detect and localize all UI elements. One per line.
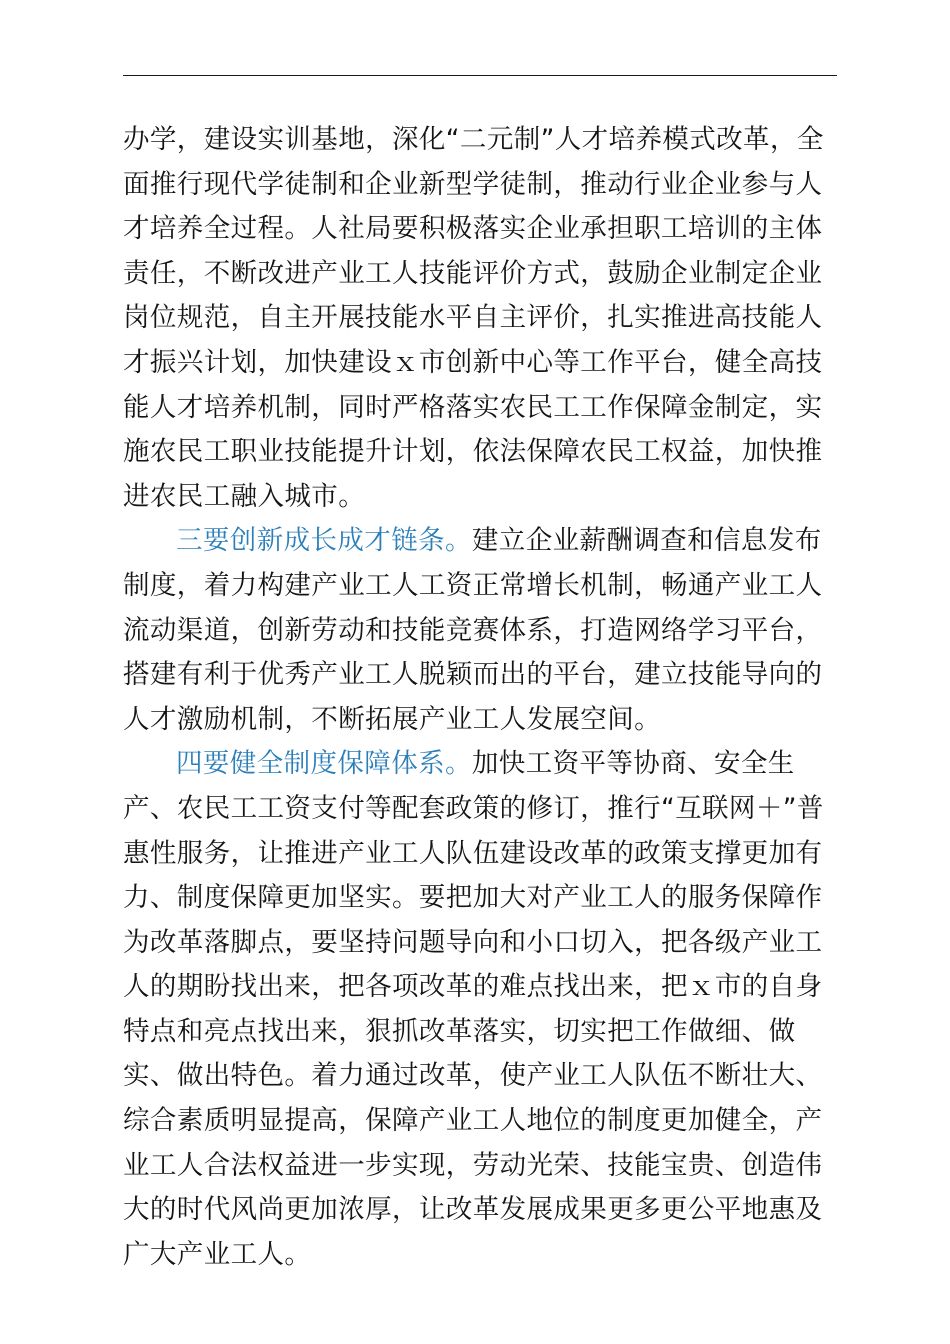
section-heading-four: 四要健全制度保障体系。 [176, 748, 472, 780]
paragraph-text: 加快工资平等协商、安全生产、农民工工资支付等配套政策的修订，推行“互联网＋”普惠性服务，让推进产业工人队伍建设改革的政策支撑更加有力、制度保障更加坚实。要把加大对产业工人的服务保障作为改革落脚点，要坚持问题导向和小口切入，把各级产业工人的期盼找出来，把各项改革的难点找出来，把ｘ市的自身特点和亮点找出来，狠抓改革落实，切实把工作做细、做实、做出特色。着力通过改革，使产业工人队伍不断壮大、综合素质明显提高，保障产业工人地位的制度更加健全，产业工人合法权益进一步实现，劳动光荣、技能宝贵、创造伟大的时代风尚更加浓厚，让改革发展成果更多更公平地惠及广大产业工人。 [123, 748, 824, 1270]
paragraph-text: 建立企业薪酬调查和信息发布制度，着力构建产业工人工资正常增长机制，畅通产业工人流动渠道，创新劳动和技能竞赛体系，打造网络学习平台，搭建有利于优秀产业工人脱颖而出的平台，建立技能导向的人才激励机制，不断拓展产业工人发展空间。 [123, 525, 823, 735]
section-heading-three: 三要创新成长成才链条。 [176, 525, 472, 557]
paragraph-section-three [123, 519, 837, 742]
paragraph-text: 办学，建设实训基地，深化“二元制”人才培养模式改革，全面推行现代学徒制和企业新型学徒制，推动行业企业参与人才培养全过程。人社局要积极落实企业承担职工培训的主体责任，不断改进产业工人技能评价方式，鼓励企业制定企业岗位规范，自主开展技能水平自主评价，扎实推进高技能人才振兴计划，加快建设ｘ市创新中心等工作平台，健全高技能人才培养机制，同时严格落实农民工工作保障金制定，实施农民工职业技能提升计划，依法保障农民工权益，加快推进农民工融入城市。 [123, 124, 824, 512]
header-rule [123, 75, 837, 76]
document-body [123, 118, 837, 1277]
paragraph-section-four [123, 742, 837, 1277]
paragraph-continued [123, 118, 837, 519]
